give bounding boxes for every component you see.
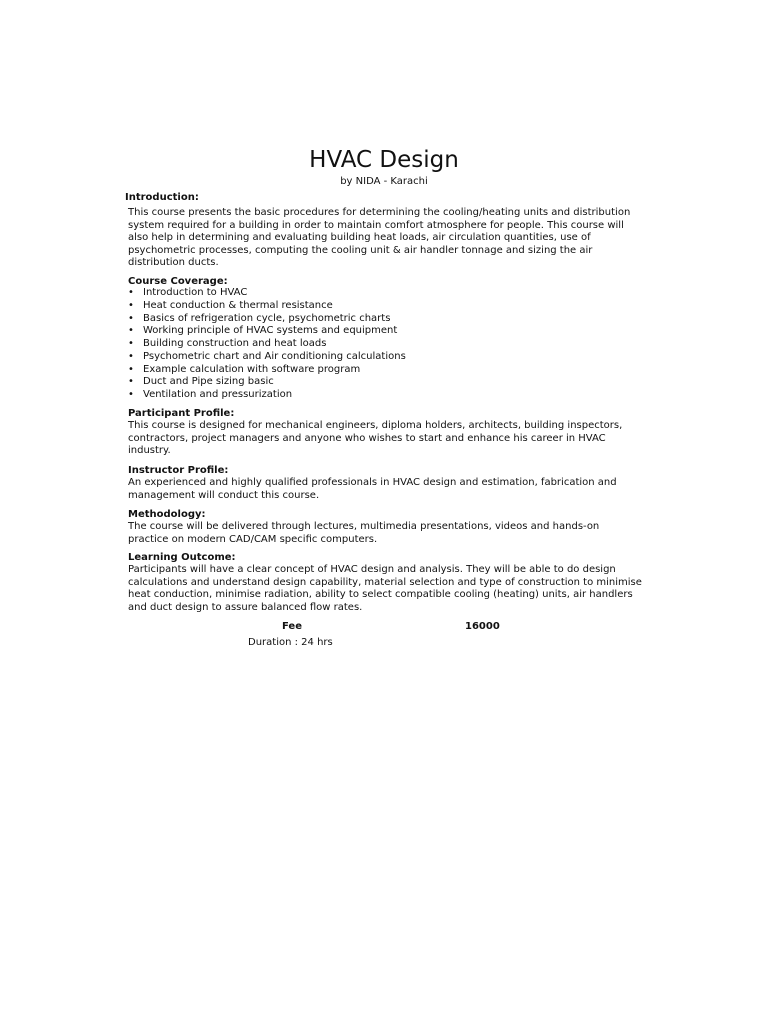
methodology-heading: Methodology:: [128, 509, 206, 520]
course-coverage-heading: Course Coverage:: [128, 276, 228, 287]
bullet-icon: •: [128, 376, 134, 388]
instructor-profile-heading: Instructor Profile:: [128, 465, 229, 476]
list-item-label: Basics of refrigeration cycle, psychometric charts: [143, 312, 391, 324]
instructor-profile-text: An experienced and highly qualified professionals in HVAC design and estimation, fabrication and management will conduct this course.: [128, 477, 617, 501]
participant-profile-heading: Participant Profile:: [128, 408, 235, 419]
document-subtitle: by NIDA - Karachi: [340, 176, 428, 187]
participant-profile-text: This course is designed for mechanical engineers, diploma holders, architects, building inspectors, contractors, project managers and anyone who wishes to start and enhance his career in HVAC industry.: [128, 420, 623, 457]
list-item: [128, 300, 628, 313]
bullet-icon: •: [128, 350, 134, 362]
fee-label: Fee: [282, 621, 302, 632]
duration-text: Duration : 24 hrs: [248, 637, 333, 648]
bullet-icon: •: [128, 338, 134, 349]
list-item: [128, 376, 628, 389]
list-item: [128, 338, 628, 351]
list-item-label: Example calculation with software program: [143, 363, 361, 375]
bullet-icon: •: [128, 299, 134, 311]
introduction-heading: Introduction:: [125, 192, 199, 203]
list-item: [128, 389, 628, 402]
learning-outcome-text: Participants will have a clear concept of HVAC design and analysis. They will be able to do design calculations and understand design capability, material selection and type of construction to minimise heat conduction, minimise radiation, ability to select compatible cooling (heating) units, air handlers and duct design to assure balanced flow rates.: [128, 564, 642, 613]
list-item: [128, 325, 628, 338]
bullet-icon: •: [128, 363, 134, 375]
list-item-label: Heat conduction & thermal resistance: [143, 299, 333, 311]
methodology-text: The course will be delivered through lectures, multimedia presentations, videos and hands-on practice on modern CAD/CAM specific computers.: [128, 521, 600, 545]
list-item: [128, 287, 628, 300]
bullet-icon: •: [128, 287, 134, 298]
bullet-icon: •: [128, 389, 134, 400]
learning-outcome-heading: Learning Outcome:: [128, 552, 236, 563]
bullet-icon: •: [128, 325, 134, 337]
list-item-label: Building construction and heat loads: [143, 338, 327, 349]
course-coverage-list: [128, 287, 628, 402]
document-title: HVAC Design: [309, 147, 459, 173]
list-item-label: Ventilation and pressurization: [143, 389, 293, 400]
fee-value: 16000: [465, 621, 500, 632]
list-item-label: Introduction to HVAC: [143, 287, 248, 298]
bullet-icon: •: [128, 312, 134, 324]
list-item-label: Psychometric chart and Air conditioning calculations: [143, 350, 406, 362]
list-item: [128, 351, 628, 364]
introduction-text: This course presents the basic procedures for determining the cooling/heating units and distribution system required for a building in order to maintain comfort atmosphere for people. This course will also help in determining and evaluating building heat loads, air circulation quantities, use of psychometric processes, computing the cooling unit & air handler tonnage and sizing the air distribution ducts.: [128, 207, 631, 269]
list-item: [128, 313, 628, 326]
list-item-label: Duct and Pipe sizing basic: [143, 376, 274, 388]
list-item: [128, 364, 628, 377]
list-item-label: Working principle of HVAC systems and equipment: [143, 325, 398, 337]
